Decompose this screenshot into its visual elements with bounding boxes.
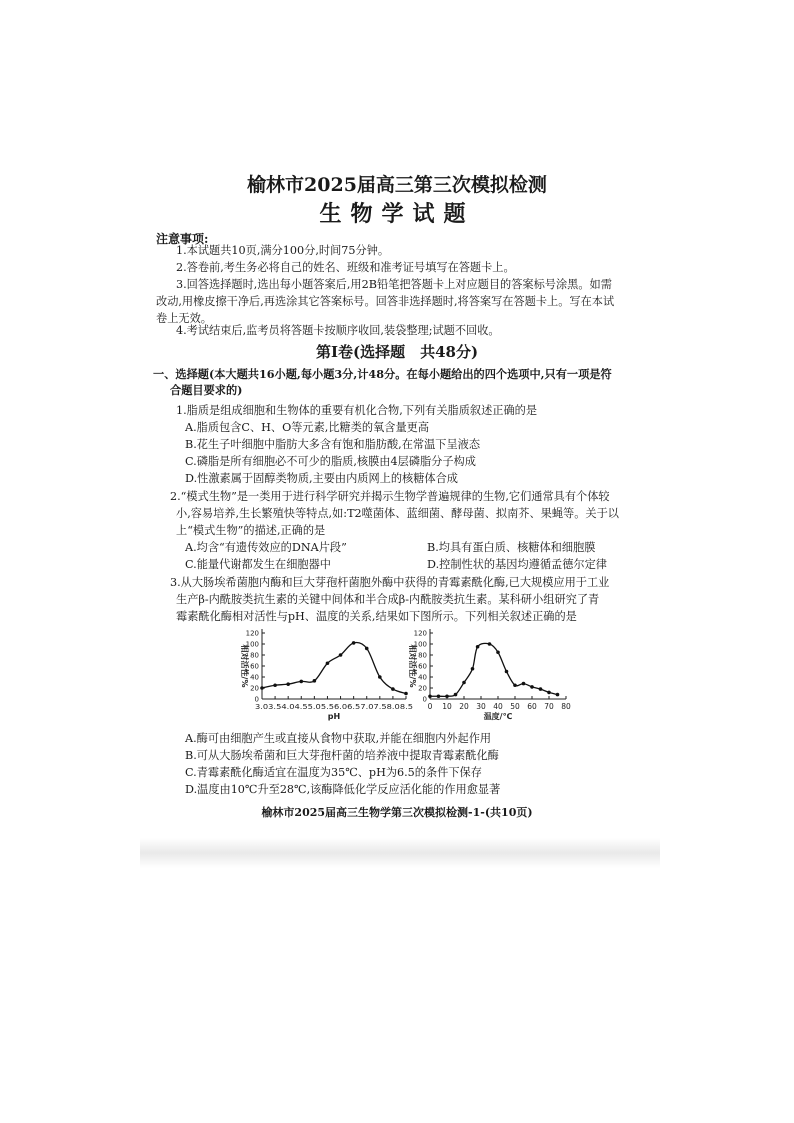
y-tick-label: 0	[254, 695, 259, 704]
notice-item: 3.回答选择题时,选出每小题答案后,用2B铅笔把答题卡上对应题目的答案标号涂黑。如需	[176, 278, 612, 291]
page-footer: 榆林市2025届高三生物学第三次模拟检测-1-(共10页)	[261, 806, 533, 819]
y-tick-label: 20	[418, 684, 427, 693]
x-axis-label: 温度/℃	[483, 712, 513, 721]
y-tick-label: 120	[245, 629, 259, 638]
y-tick-label: 100	[413, 640, 427, 649]
q1-stem: 1.脂质是组成细胞和生物体的重要有机化合物,下列有关脂质叙述正确的是	[176, 404, 538, 417]
y-tick-label: 100	[245, 640, 259, 649]
x-tick-labels: 3.03.54.04.55.05.56.06.57.07.58.08.5	[255, 702, 413, 711]
x-tick-label: 20	[459, 702, 469, 711]
q3-stem: 生产β-内酰胺类抗生素的关键中间体和半合成β-内酰胺类抗生素。某科研小组研究了青	[176, 593, 600, 606]
data-point	[505, 670, 509, 674]
series-line	[262, 642, 406, 693]
q2-option-b: B.均具有蛋白质、核糖体和细胞膜	[427, 541, 596, 554]
data-point	[313, 679, 317, 683]
x-tick-label: 60	[527, 702, 537, 711]
notice-heading: 注意事项:	[156, 232, 209, 246]
q2-option-a: A.均含“有遗传效应的DNA片段”	[185, 541, 347, 554]
data-point	[339, 653, 343, 657]
data-point	[365, 647, 369, 651]
y-tick-label: 40	[418, 673, 427, 682]
q3-option-b: B.可从大肠埃希菌和巨大芽孢杆菌的培养液中提取青霉素酰化酶	[185, 749, 499, 762]
part-intro: 一、选择题(本大题共16小题,每小题3分,计48分。在每小题给出的四个选项中,只有一项是符	[153, 367, 612, 381]
data-point	[513, 683, 517, 687]
notice-item: 改动,用橡皮擦干净后,再选涂其它答案标号。回答非选择题时,将答案写在答题卡上。写在本试	[156, 295, 615, 308]
data-point	[496, 650, 500, 654]
y-axis-label: 相对活性/%	[240, 644, 249, 688]
data-point	[476, 645, 480, 649]
q3-stem: 霉素酰化酶相对活性与pH、温度的关系,结果如下图所示。下列相关叙述正确的是	[176, 610, 577, 623]
series-line	[430, 643, 558, 696]
data-point	[462, 681, 466, 685]
x-tick-label: 80	[561, 702, 571, 711]
x-tick-label: 40	[493, 702, 503, 711]
y-axis-label: 相对活性/%	[408, 644, 417, 688]
x-axis-label: pH	[327, 712, 341, 721]
data-point	[547, 691, 551, 695]
data-point	[556, 693, 560, 697]
data-point	[260, 686, 264, 690]
x-tick-label: 10	[442, 702, 452, 711]
x-tick-label: 50	[510, 702, 520, 711]
notice-item: 4.考试结束后,监考员将答题卡按顺序收回,装袋整理;试题不回收。	[176, 324, 500, 337]
q2-stem: 上“模式生物”的描述,正确的是	[176, 524, 326, 537]
x-tick-label: 0	[427, 702, 433, 711]
q2-option-c: C.能量代谢都发生在细胞器中	[185, 558, 331, 571]
data-point	[445, 694, 449, 698]
q1-option-d: D.性激素属于固醇类物质,主要由内质网上的核糖体合成	[185, 472, 458, 485]
data-point	[522, 682, 526, 686]
notice-item: 2.答卷前,考生务必将自己的姓名、班级和准考证号填写在答题卡上。	[176, 261, 515, 274]
y-tick-label: 80	[418, 651, 427, 660]
section-title: 第Ⅰ卷(选择题 共48分)	[315, 343, 479, 361]
q2-option-d: D.控制性状的基因均遵循孟德尔定律	[427, 558, 607, 571]
q3-option-a: A.酶可由细胞产生或直接从食物中获取,并能在细胞内外起作用	[185, 732, 492, 745]
notice-item: 卷上无效。	[156, 312, 212, 325]
data-point	[273, 683, 277, 687]
y-tick-label: 40	[250, 673, 259, 682]
exam-subtitle: 生物学试题	[319, 201, 475, 227]
data-point	[326, 661, 330, 665]
data-point	[488, 642, 492, 646]
y-tick-label: 60	[250, 662, 259, 671]
q3-stem: 3.从大肠埃希菌胞内酶和巨大芽孢杆菌胞外酶中获得的青霉素酰化酶,已大规模应用于工业	[170, 576, 610, 589]
y-tick-label: 120	[413, 629, 427, 638]
part-intro: 合题目要求的)	[170, 383, 243, 397]
data-point	[530, 685, 534, 689]
data-point	[286, 682, 290, 686]
exam-title: 榆林市2025届高三第三次模拟检测	[247, 174, 547, 196]
y-tick-label: 80	[250, 651, 259, 660]
q2-stem: 2.“模式生物”是一类用于进行科学研究并揭示生物学普遍规律的生物,它们通常具有个体较	[170, 490, 610, 503]
y-tick-label: 0	[422, 695, 427, 704]
data-point	[428, 694, 432, 698]
q3-option-c: C.青霉素酰化酶适宜在温度为35℃、pH为6.5的条件下保存	[185, 766, 482, 779]
data-point	[352, 641, 356, 645]
data-point	[378, 675, 382, 679]
x-tick-label: 70	[544, 702, 554, 711]
data-point	[539, 687, 543, 691]
ph-activity-chart	[230, 625, 415, 725]
data-point	[471, 667, 475, 671]
data-point	[454, 693, 458, 697]
data-point	[437, 694, 441, 698]
data-point	[299, 680, 303, 684]
x-tick-label: 30	[476, 702, 486, 711]
q1-option-b: B.花生子叶细胞中脂肪大多含有饱和脂肪酸,在常温下呈液态	[185, 438, 481, 451]
notice-item: 1.本试题共10页,满分100分,时间75分钟。	[176, 244, 390, 257]
q2-stem: 小,容易培养,生长繁殖快等特点,如:T2噬菌体、蓝细菌、酵母菌、拟南芥、果蝇等。关于以	[176, 507, 619, 520]
data-point	[391, 687, 395, 691]
q3-option-d: D.温度由10℃升至28℃,该酶降低化学反应活化能的作用愈显著	[185, 783, 501, 796]
temperature-activity-chart	[400, 625, 580, 725]
q1-option-a: A.脂质包含C、H、O等元素,比糖类的氧含量更高	[185, 421, 430, 434]
y-tick-label: 20	[250, 684, 259, 693]
q1-option-c: C.磷脂是所有细胞必不可少的脂质,核膜由4层磷脂分子构成	[185, 455, 476, 468]
y-tick-label: 60	[418, 662, 427, 671]
